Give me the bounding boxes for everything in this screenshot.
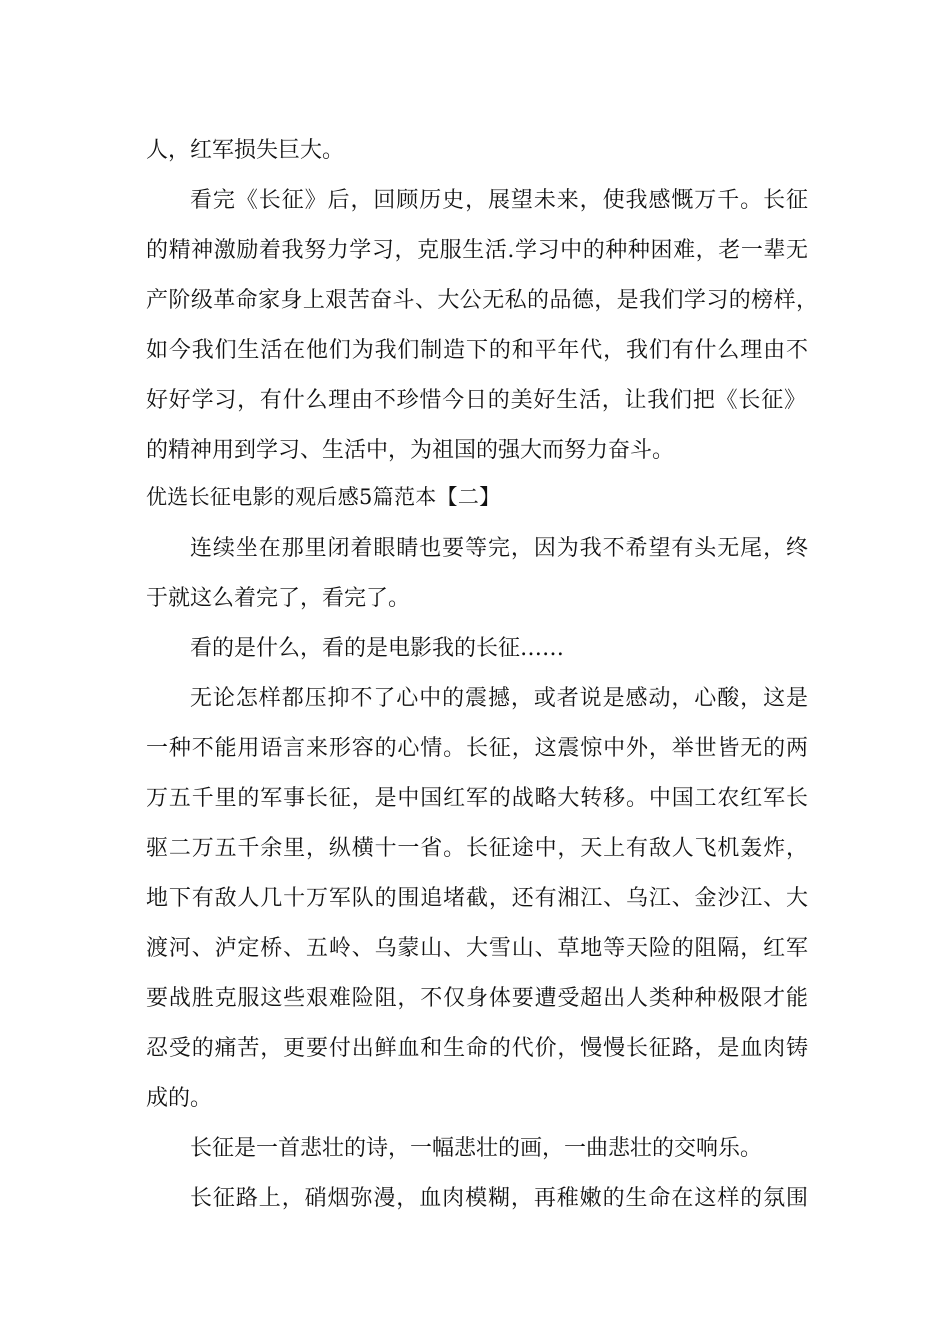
text-line: 忍受的痛苦，更要付出鲜血和生命的代价，慢慢长征路，是血肉铸 — [146, 1036, 808, 1061]
paragraph-start-line: 看完《长征》后，回顾历史，展望未来，使我感慨万千。长征 — [190, 188, 808, 213]
text-line: 好好学习，有什么理由不珍惜今日的美好生活，让我们把《长征》 — [146, 388, 806, 413]
text-line: 人，红军损失巨大。 — [146, 138, 345, 163]
text-line: 一种不能用语言来形容的心情。长征，这震惊中外，举世皆无的两 — [146, 736, 808, 761]
text-line: 要战胜克服这些艰难险阻，不仅身体要遭受超出人类种种极限才能 — [146, 986, 808, 1011]
section-heading: 优选长征电影的观后感5篇范本【二】 — [146, 485, 501, 509]
text-line: 产阶级革命家身上艰苦奋斗、大公无私的品德，是我们学习的榜样， — [146, 288, 818, 313]
text-line: 成的。 — [146, 1086, 213, 1111]
paragraph-start-line: 看的是什么，看的是电影我的长征…… — [190, 636, 565, 661]
text-line: 驱二万五千余里，纵横十一省。长征途中，天上有敌人飞机轰炸， — [146, 836, 808, 861]
paragraph-start-line: 长征是一首悲壮的诗，一幅悲壮的画，一曲悲壮的交响乐。 — [190, 1136, 763, 1161]
paragraph-start-line: 连续坐在那里闭着眼睛也要等完，因为我不希望有头无尾，终 — [190, 536, 808, 561]
paragraph-start-line: 无论怎样都压抑不了心中的震撼，或者说是感动，心酸，这是 — [190, 686, 808, 711]
text-line: 如今我们生活在他们为我们制造下的和平年代，我们有什么理由不 — [146, 338, 808, 363]
text-line: 渡河、泸定桥、五岭、乌蒙山、大雪山、草地等天险的阻隔，红军 — [146, 936, 808, 961]
text-line: 的精神激励着我努力学习，克服生活.学习中的种种困难，老一辈无 — [146, 238, 808, 263]
text-line: 于就这么着完了，看完了。 — [146, 586, 411, 611]
text-line: 万五千里的军事长征，是中国红军的战略大转移。中国工农红军长 — [146, 786, 808, 811]
text-line: 的精神用到学习、生活中，为祖国的强大而努力奋斗。 — [146, 438, 675, 463]
text-line: 地下有敌人几十万军队的围追堵截，还有湘江、乌江、金沙江、大 — [146, 886, 808, 911]
paragraph-start-line: 长征路上，硝烟弥漫，血肉模糊，再稚嫩的生命在这样的氛围 — [190, 1186, 808, 1211]
